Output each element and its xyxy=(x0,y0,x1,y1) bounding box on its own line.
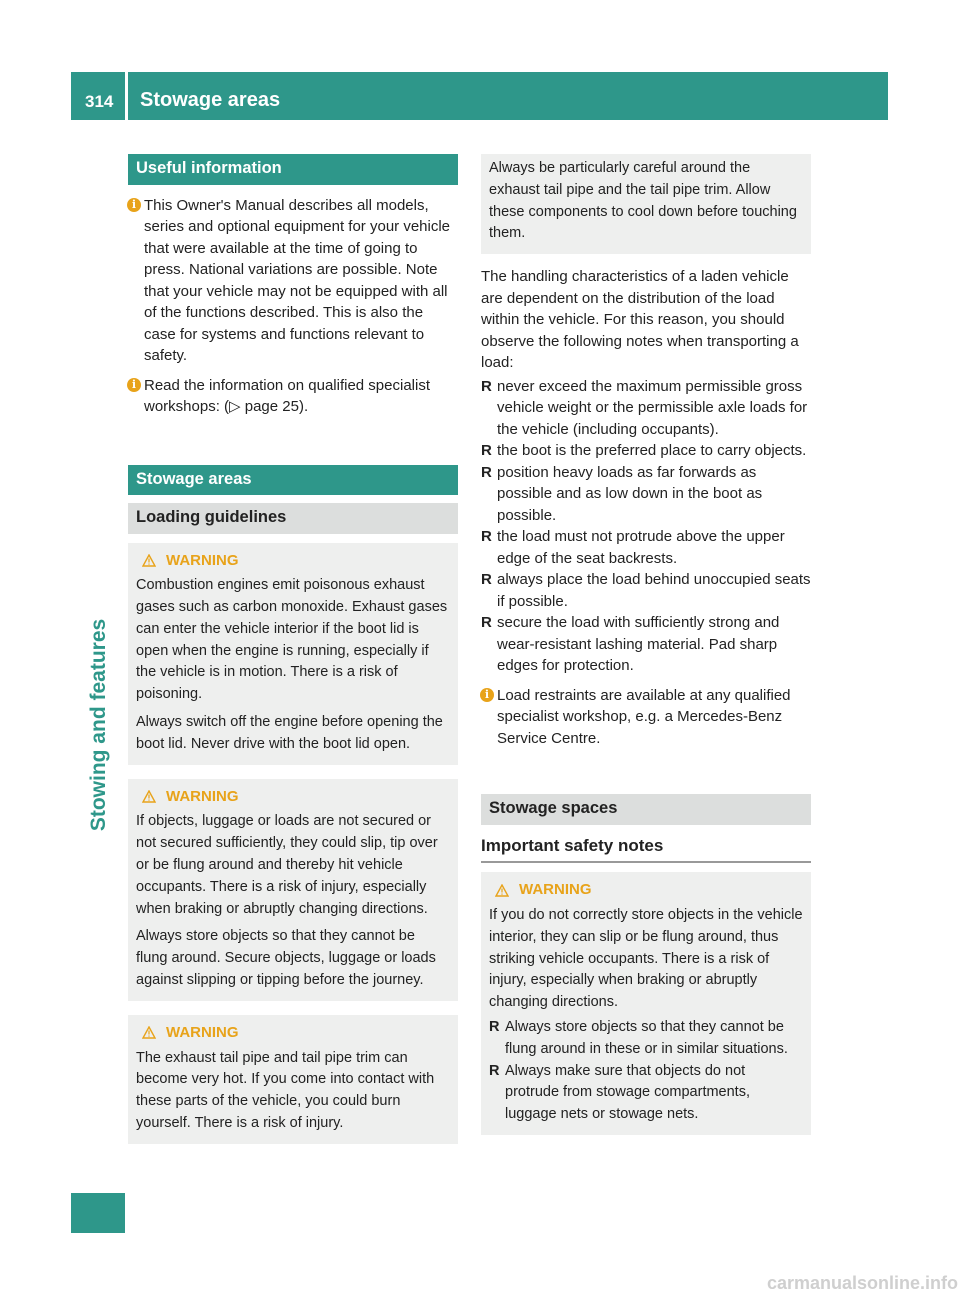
warning-list xyxy=(489,1017,803,1126)
info-note xyxy=(128,375,458,418)
left-column xyxy=(128,154,458,1144)
warning-text: Always store objects so that they cannot be flung around. Secure objects, luggage or loads against slipping or tipping before the journey. xyxy=(136,928,436,989)
warning-box xyxy=(128,1015,458,1144)
list-item: R position heavy loads as far forwards as possible and as low down in the boot as possible. xyxy=(481,463,763,524)
warning-box xyxy=(481,872,811,1135)
warning-text: If objects, luggage or loads are not secured or not secured sufficiently, they could slip, tip over or be flung around and thereby hit vehicle occupants. There is a risk of injury, especially when braking or abruptly changing directions. xyxy=(136,813,438,917)
warning-text: Always switch off the engine before opening the boot lid. Never drive with the boot lid open. xyxy=(136,714,443,752)
list-item: R never exceed the maximum permissible gross vehicle weight or the permissible axle loads for the vehicle (including occupants). xyxy=(481,377,808,438)
loading-notes-list xyxy=(481,376,811,677)
warning-label: WARNING xyxy=(166,787,239,805)
right-column xyxy=(481,154,811,1135)
side-tab xyxy=(86,590,112,860)
warning-text: The exhaust tail pipe and tail pipe trim can become very hot. If you come into contact with these parts of the vehicle, you could burn yourself. There is a risk of injury. xyxy=(136,1049,435,1132)
warning-label: WARNING xyxy=(519,881,592,899)
warning-triangle-icon xyxy=(142,1026,156,1039)
warning-box xyxy=(128,543,458,765)
page-number: 314 xyxy=(71,72,125,120)
side-tab-block xyxy=(71,1193,125,1233)
footer-watermark: carmanualsonline.info xyxy=(766,1273,958,1293)
info-icon: i xyxy=(480,688,494,702)
list-item: R Always make sure that objects do not protrude from stowage compartments, luggage nets or stowage nets. xyxy=(489,1062,750,1123)
info-text: Read the information on qualified specialist workshops: (▷ page 25). xyxy=(144,376,431,415)
list-item: R always place the load behind unoccupied seats if possible. xyxy=(481,571,811,610)
warning-triangle-icon xyxy=(495,884,509,897)
useful-information-heading: Useful information xyxy=(128,154,458,185)
warning-text: Always be particularly careful around the exhaust tail pipe and the tail pipe trim. Allow these components to cool down before touching them. xyxy=(489,160,797,242)
warning-label: WARNING xyxy=(166,1023,239,1041)
warning-box xyxy=(128,779,458,1001)
warning-text: If you do not correctly store objects in the vehicle interior, they can slip or be flung around, thus striking vehicle occupants. There is a risk of injury, especially when braking or abruptly changing directions. xyxy=(489,906,803,1011)
page-reference-link[interactable]: page 25). xyxy=(240,398,309,415)
loading-guidelines-heading: Loading guidelines xyxy=(128,503,458,534)
info-text: Load restraints are available at any qualified specialist workshop, e.g. a Mercedes-Benz Service Centre. xyxy=(497,686,791,747)
warning-triangle-icon xyxy=(142,554,156,567)
page-header-title: Stowage areas xyxy=(128,72,888,120)
warning-header xyxy=(489,879,803,901)
info-note xyxy=(128,195,458,367)
info-icon: i xyxy=(127,198,141,212)
list-item: R secure the load with sufficiently strong and wear-resistant lashing material. Pad sharp edges for protection. xyxy=(481,614,780,675)
page-ref-arrow-icon: ▷ xyxy=(229,398,241,415)
list-item: R the boot is the preferred place to carry objects. xyxy=(481,442,807,460)
info-text: This Owner's Manual describes all models, series and optional equipment for your vehicle that were available at the time of going to press. National variations are possible. Note that your vehicle may not be equipped with all of the functions described. This is also the case for systems and functions relevant to safety. xyxy=(144,196,451,364)
info-icon: i xyxy=(127,378,141,392)
stowage-areas-heading: Stowage areas xyxy=(128,465,458,496)
warning-triangle-icon xyxy=(142,790,156,803)
info-note xyxy=(481,685,811,750)
warning-box-continued xyxy=(481,154,811,254)
stowage-spaces-heading: Stowage spaces xyxy=(481,794,811,825)
warning-text: Combustion engines emit poisonous exhaust gases such as carbon monoxide. Exhaust gases can enter the vehicle interior if the boot lid is open when the engine is running, especially if the vehicle is in motion. There is a risk of poisoning. xyxy=(136,577,448,703)
warning-header xyxy=(136,550,450,572)
list-item: R Always store objects so that they cannot be flung around in these or in similar situations. xyxy=(489,1018,788,1057)
warning-header xyxy=(136,786,450,808)
handling-paragraph: The handling characteristics of a laden vehicle are dependent on the distribution of the load within the vehicle. For this reason, you should observe the following notes when transporting a load: xyxy=(481,268,799,372)
important-safety-notes-heading: Important safety notes xyxy=(481,835,811,864)
warning-header xyxy=(136,1022,450,1044)
list-item: R the load must not protrude above the upper edge of the seat backrests. xyxy=(481,528,785,567)
side-tab-label: Stowing and features xyxy=(87,618,110,832)
warning-label: WARNING xyxy=(166,551,239,569)
